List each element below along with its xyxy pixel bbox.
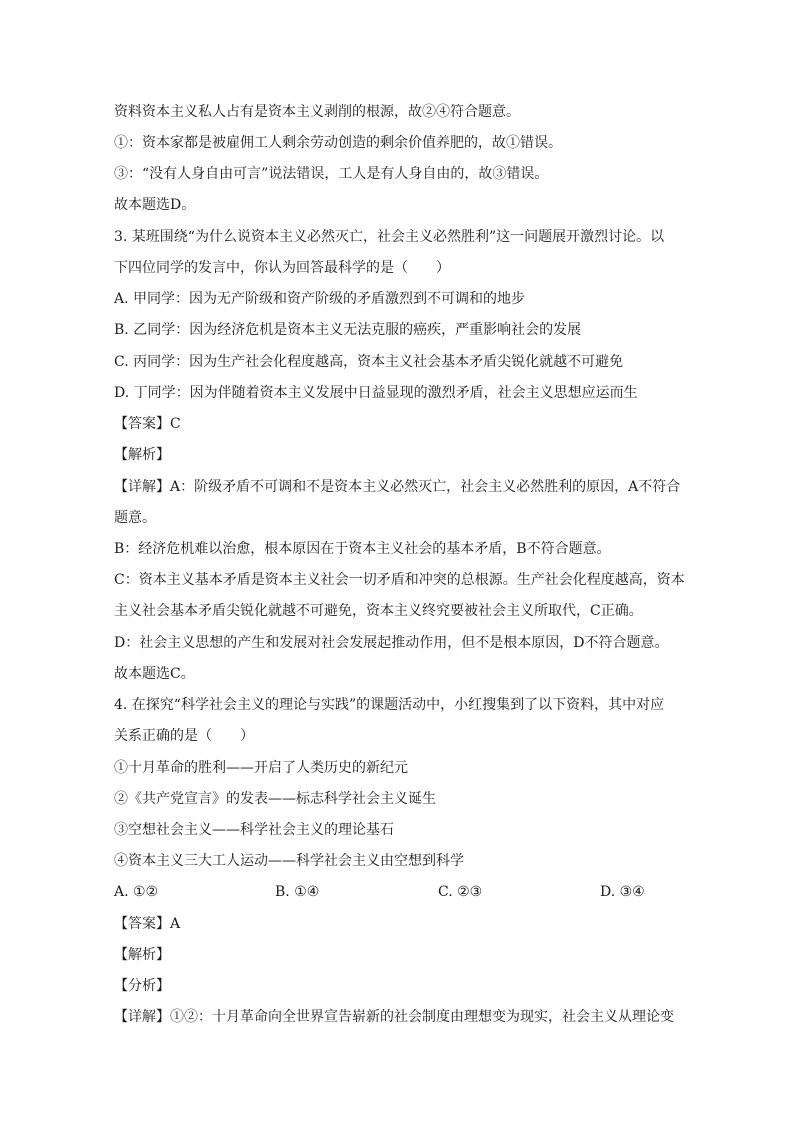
material-item: ①十月革命的胜利——开启了人类历史的新纪元 — [114, 760, 408, 776]
detail-text: B：经济危机难以治愈，根本原因在于资本主义社会的基本矛盾，B不符合题意。 — [114, 541, 611, 557]
analysis-label: 【分析】 — [114, 978, 170, 994]
analysis-label: 【解析】 — [114, 447, 170, 463]
question-3-option-d: D. 丁同学：因为伴随着资本主义发展中日益显现的激烈矛盾，社会主义思想应运而生 — [114, 385, 638, 401]
analysis-label: 【解析】 — [114, 947, 170, 963]
question-3-option-b: B. 乙同学：因为经济危机是资本主义无法克服的癌疾，严重影响社会的发展 — [114, 322, 582, 338]
text-line: ①：资本家都是被雇佣工人剩余劳动创造的剩余价值养肥的，故①错误。 — [114, 135, 562, 151]
question-3-option-a: A. 甲同学：因为无产阶级和资产阶级的矛盾激烈到不可调和的地步 — [114, 291, 526, 307]
detail-text: D：社会主义思想的产生和发展对社会发展起推动作用，但不是根本原因，D不符合题意。 — [114, 635, 669, 651]
answer-label: 【答案】A — [114, 916, 181, 932]
material-item: ③空想社会主义——科学社会主义的理论基石 — [114, 822, 394, 838]
question-3-option-c: C. 丙同学：因为生产社会化程度越高，资本主义社会基本矛盾尖锐化就越不可避免 — [114, 354, 624, 370]
material-item: ②《共产党宣言》的发表——标志科学社会主义诞生 — [114, 791, 436, 807]
detail-text: 主义社会基本矛盾尖锐化就越不可避免，资本主义终究要被社会主义所取代，C正确。 — [114, 603, 643, 619]
material-item: ④资本主义三大工人运动——科学社会主义由空想到科学 — [114, 853, 464, 869]
answer-label: 【答案】C — [114, 416, 181, 432]
option-d: D. ③④ — [600, 884, 645, 900]
text-line: 故本题选D。 — [114, 197, 196, 213]
detail-text: 【详解】A：阶级矛盾不可调和不是资本主义必然灭亡，社会主义必然胜利的原因，A不符合 — [114, 479, 681, 495]
question-4-stem: 关系正确的是（ ） — [114, 728, 254, 744]
text-line: ③：“没有人身自由可言”说法错误，工人是有人身自由的，故③错误。 — [114, 166, 549, 182]
question-4-options — [114, 882, 684, 902]
question-3-stem: 下四位同学的发言中，你认为回答最科学的是（ ） — [114, 260, 450, 276]
detail-text: 题意。 — [114, 510, 156, 526]
detail-text: C：资本主义基本矛盾是资本主义社会一切矛盾和冲突的总根源。生产社会化程度越高，资本 — [114, 572, 685, 588]
detail-text: 【详解】①②：十月革命向全世界宣告崭新的社会制度由理想变为现实，社会主义从理论变 — [114, 1009, 674, 1025]
conclusion-text: 故本题选C。 — [114, 666, 195, 682]
text-line: 资料资本主义私人占有是资本主义剥削的根源，故②④符合题意。 — [114, 104, 520, 120]
option-c: C. ②③ — [438, 884, 483, 900]
option-b: B. ①④ — [275, 884, 320, 900]
option-a: A. ①② — [114, 884, 159, 900]
question-3-stem: 3. 某班围绕“为什么说资本主义必然灭亡，社会主义必然胜利”这一问题展开激烈讨论。以 — [114, 229, 665, 245]
question-4-stem: 4. 在探究“科学社会主义的理论与实践”的课题活动中，小红搜集到了以下资料，其中对应 — [114, 697, 665, 713]
